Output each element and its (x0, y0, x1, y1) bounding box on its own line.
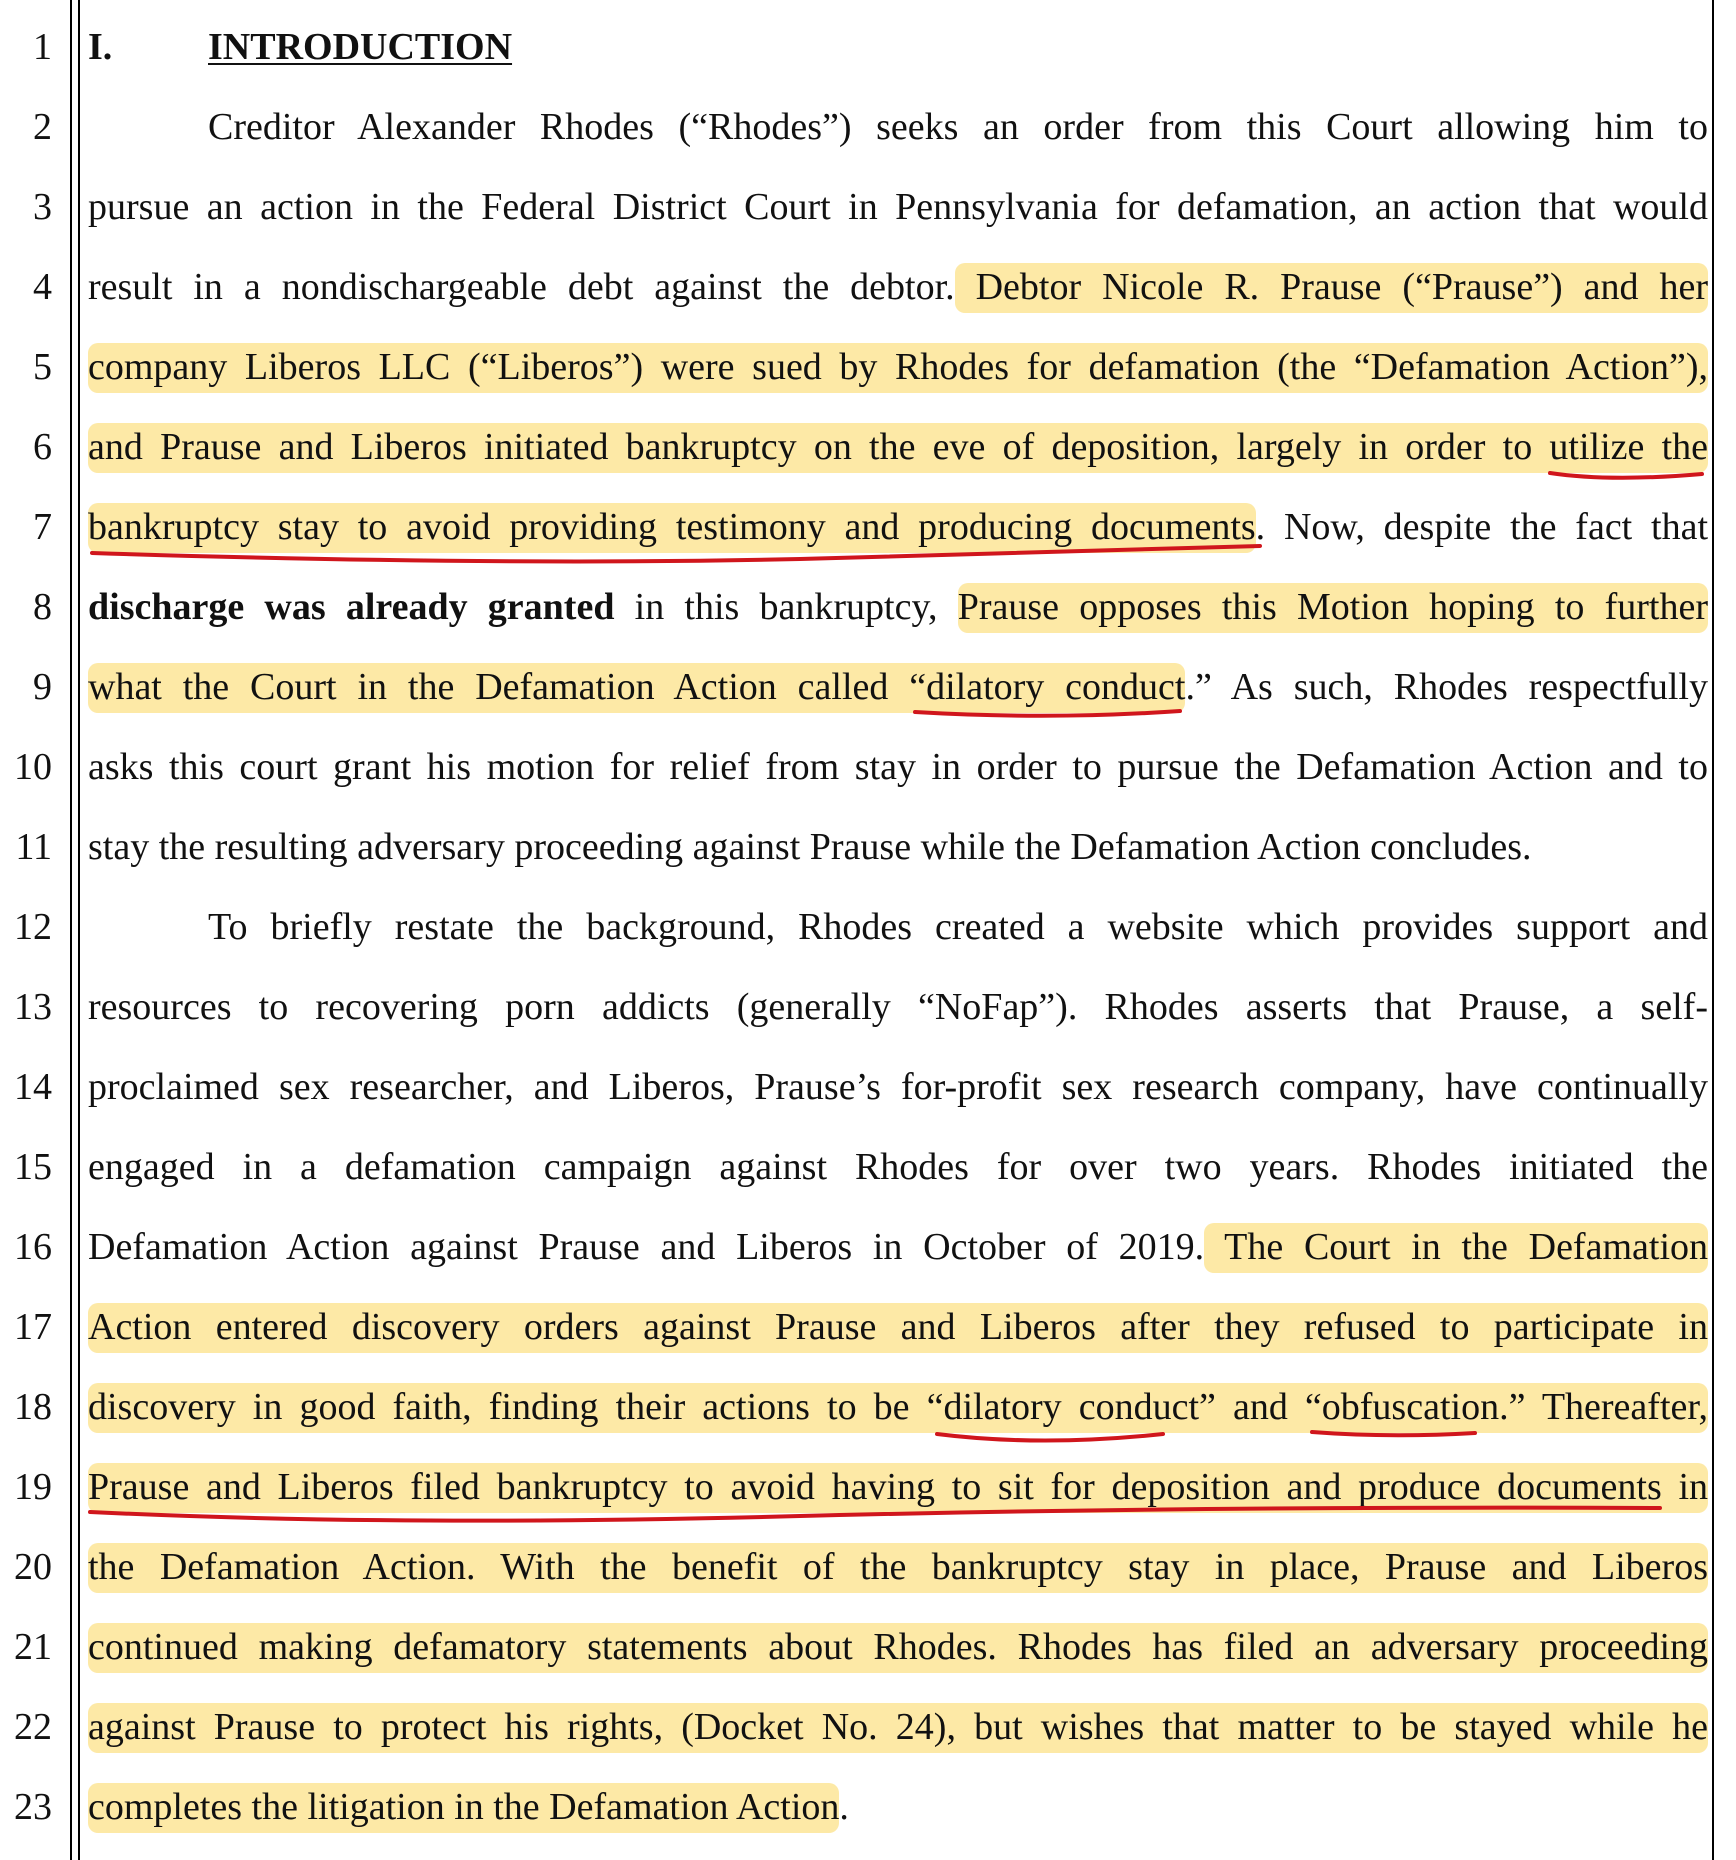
highlighted-text: Prause and Liberos filed bankruptcy to avoid having to sit for deposition and produce documents in (88, 1463, 1708, 1513)
text-line: To briefly restate the background, Rhodes created a website which provides support and (208, 906, 1708, 948)
text-line (88, 344, 1708, 390)
bold-text: discharge was already granted (88, 586, 615, 628)
text-line: Creditor Alexander Rhodes (“Rhodes”) seeks an order from this Court allowing him to (208, 106, 1708, 148)
highlighted-text: against Prause to protect his rights, (Docket No. 24), but wishes that matter to be stayed while he (88, 1703, 1708, 1753)
text-line: pursue an action in the Federal District Court in Pennsylvania for defamation, an action that would (88, 186, 1708, 228)
left-margin-rule-inner (78, 0, 80, 1860)
line-number: 16 (14, 1226, 52, 1268)
highlighted-text: discovery in good faith, finding their actions to be “dilatory conduct” and “obfuscation.” Thereafter, (88, 1383, 1708, 1433)
line-number: 14 (14, 1066, 52, 1108)
text-line: proclaimed sex researcher, and Liberos, Prause’s for-profit sex research company, have continually (88, 1066, 1708, 1108)
highlighted-text: Prause opposes this Motion hoping to further (958, 583, 1708, 633)
line-number: 22 (14, 1706, 52, 1748)
section-heading (88, 24, 1708, 70)
line-number: 6 (33, 426, 52, 468)
line-number: 10 (14, 746, 52, 788)
red-underline-mark (937, 1434, 1163, 1441)
line-number: 19 (14, 1466, 52, 1508)
highlighted-text: Debtor Nicole R. Prause (“Prause”) and her (955, 263, 1708, 313)
text-line: Defamation Action against Prause and Liberos in October of 2019. The Court in the Defamation (88, 1224, 1708, 1270)
highlighted-text: what the Court in the Defamation Action called “dilatory conduct (88, 663, 1185, 713)
highlighted-text: Action entered discovery orders against Prause and Liberos after they refused to participate in (88, 1303, 1708, 1353)
line-number: 15 (14, 1146, 52, 1188)
line-number: 3 (33, 186, 52, 228)
line-number: 17 (14, 1306, 52, 1348)
text-line (88, 1384, 1708, 1430)
text-line: engaged in a defamation campaign against Rhodes for over two years. Rhodes initiated the (88, 1146, 1708, 1188)
text-line (88, 424, 1708, 470)
highlighted-text: the Defamation Action. With the benefit of the bankruptcy stay in place, Prause and Liberos (88, 1543, 1708, 1593)
line-number: 9 (33, 666, 52, 708)
highlighted-text: completes the litigation in the Defamation Action (88, 1783, 839, 1833)
line-number: 12 (14, 906, 52, 948)
red-underline-mark (1550, 473, 1702, 478)
line-number: 2 (33, 106, 52, 148)
section-title: INTRODUCTION (208, 26, 513, 68)
line-number: 18 (14, 1386, 52, 1428)
line-number: 23 (14, 1786, 52, 1828)
text-line (88, 1464, 1708, 1510)
text-line: resources to recovering porn addicts (generally “NoFap”). Rhodes asserts that Prause, a self- (88, 986, 1708, 1028)
highlighted-text: The Court in the Defamation (1204, 1223, 1708, 1273)
text-line: result in a nondischargeable debt against the debtor. Debtor Nicole R. Prause (“Prause”) and her (88, 264, 1708, 310)
text-line: stay the resulting adversary proceeding against Prause while the Defamation Action concludes. (88, 826, 1532, 868)
line-number: 13 (14, 986, 52, 1028)
highlighted-text: and Prause and Liberos initiated bankruptcy on the eve of deposition, largely in order to utilize the (88, 423, 1708, 473)
text-line (88, 1624, 1708, 1670)
left-margin-rule (70, 0, 72, 1860)
text-line: completes the litigation in the Defamation Action. (88, 1784, 1708, 1830)
highlighted-text: company Liberos LLC (“Liberos”) were sued by Rhodes for defamation (the “Defamation Action”), (88, 343, 1708, 393)
highlighted-text: continued making defamatory statements about Rhodes. Rhodes has filed an adversary proceeding (88, 1623, 1708, 1673)
highlighted-text: bankruptcy stay to avoid providing testimony and producing documents (88, 503, 1256, 553)
text-line: what the Court in the Defamation Action called “dilatory conduct.” As such, Rhodes respectfully (88, 664, 1708, 710)
text-line: discharge was already granted in this bankruptcy, Prause opposes this Motion hoping to further (88, 584, 1708, 630)
line-number: 1 (33, 26, 52, 68)
line-number: 7 (33, 506, 52, 548)
text-line: bankruptcy stay to avoid providing testimony and producing documents. Now, despite the fact that (88, 504, 1708, 550)
line-number: 4 (33, 266, 52, 308)
text-line (88, 1304, 1708, 1350)
right-margin-rule (1712, 0, 1714, 1860)
line-number: 21 (14, 1626, 52, 1668)
line-number: 11 (15, 826, 52, 868)
section-number: I. (88, 26, 113, 68)
line-number: 8 (33, 586, 52, 628)
line-number: 5 (33, 346, 52, 388)
text-line (88, 1704, 1708, 1750)
text-line: asks this court grant his motion for relief from stay in order to pursue the Defamation Action and to (88, 746, 1708, 788)
line-number: 20 (14, 1546, 52, 1588)
text-line (88, 1544, 1708, 1590)
